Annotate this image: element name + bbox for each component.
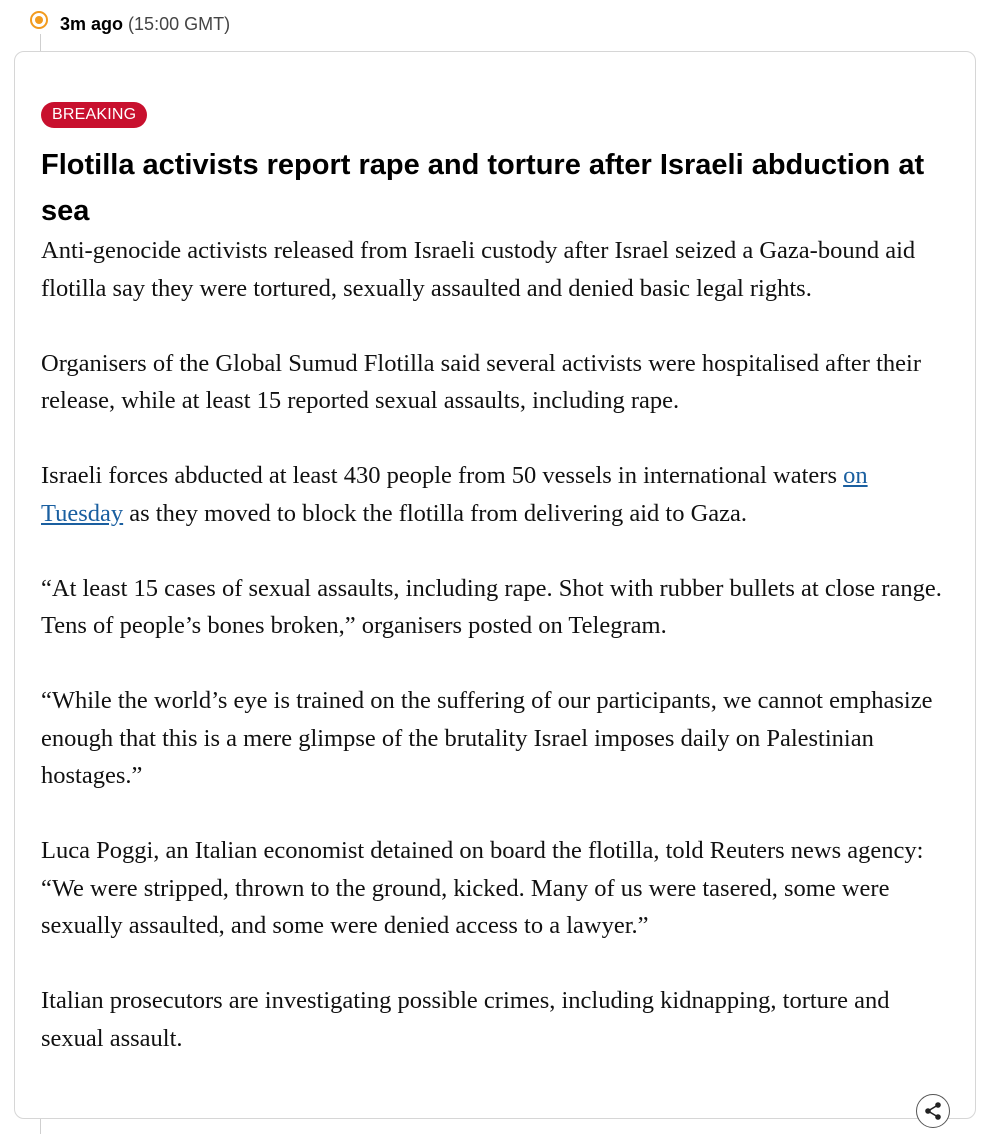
- paragraph-3: [41, 457, 953, 532]
- breaking-badge: BREAKING: [41, 102, 147, 128]
- paragraph-7: Italian prosecutors are investigating possible crimes, including kidnapping, torture and sexual assault.: [41, 987, 890, 1052]
- paragraph-3-text-end: as they moved to block the flotilla from delivering aid to Gaza.: [123, 499, 748, 527]
- paragraph-1: Anti-genocide activists released from Israeli custody after Israel seized a Gaza-bound aid flotilla say they were tortured, sexually assaulted and denied basic legal rights.: [41, 237, 916, 302]
- paragraph-3-text-start: Israeli forces abducted at least 430 people from 50 vessels in international waters: [41, 462, 844, 489]
- post-timestamp: [60, 12, 230, 36]
- post-headline: Flotilla activists report rape and torture after Israeli abduction at sea: [41, 149, 925, 227]
- time-ago: 3m ago: [60, 14, 124, 34]
- post-body: [41, 232, 953, 1095]
- paragraph-6: Luca Poggi, an Italian economist detained on board the flotilla, told Reuters news agency: “We were stripped, thrown to the ground, kicked. Many of us were tasered, some were sexually assaulted, and some were denied access to a lawyer.”: [41, 837, 924, 939]
- paragraph-2: Organisers of the Global Sumud Flotilla said several activists were hospitalised after their release, while at least 15 reported sexual assaults, including rape.: [41, 349, 921, 414]
- paragraph-5: “While the world’s eye is trained on the suffering of our participants, we cannot emphasize enough that this is a mere glimpse of the brutality Israel imposes daily on Palestinian hostages.”: [41, 687, 933, 789]
- paragraph-4: “At least 15 cases of sexual assaults, including rape. Shot with rubber bullets at close range. Tens of people’s bones broken,” organisers posted on Telegram.: [41, 574, 942, 639]
- share-button[interactable]: [916, 1094, 950, 1128]
- time-gmt: (15:00 GMT): [128, 14, 231, 34]
- share-icon: [923, 1101, 943, 1121]
- on-tuesday-link[interactable]: on Tuesday: [41, 462, 868, 527]
- live-blog-post-card: [14, 51, 976, 1119]
- timeline-dot-icon: [30, 11, 48, 29]
